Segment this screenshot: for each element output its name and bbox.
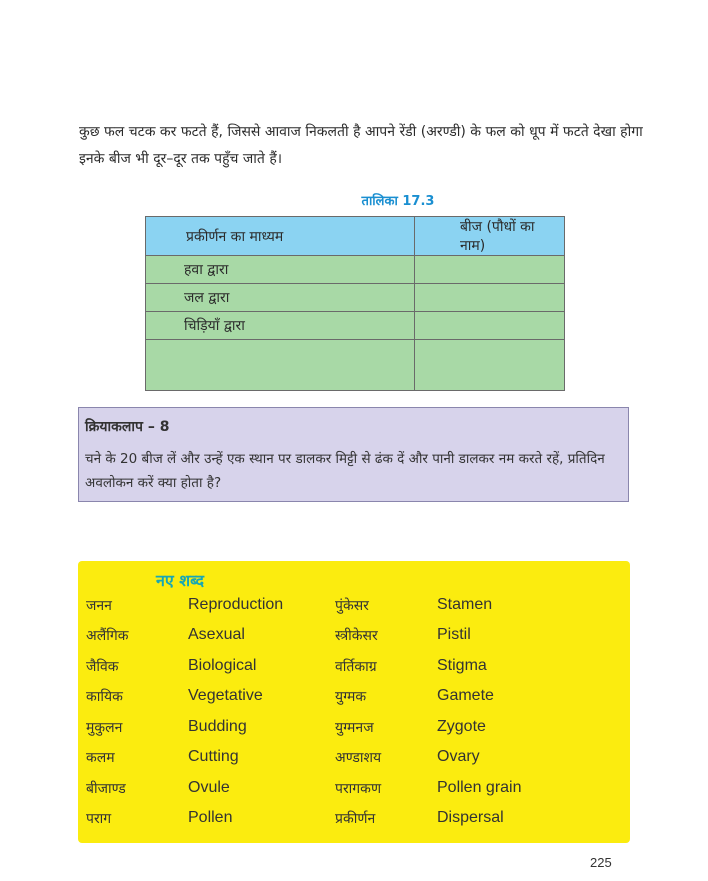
word-hindi: युग्मनज xyxy=(335,720,374,736)
new-words-heading: नए शब्द xyxy=(156,571,205,590)
table-row xyxy=(146,340,565,391)
table-cell-empty xyxy=(415,312,565,340)
table-caption: तालिका 17.3 xyxy=(361,194,435,209)
table-cell-medium: जल द्वारा xyxy=(146,284,415,312)
word-english: Stamen xyxy=(437,596,493,613)
table-cell-medium: चिड़ियाँ द्वारा xyxy=(146,312,415,340)
table-cell-empty xyxy=(415,340,565,391)
table-cell-empty xyxy=(415,284,565,312)
word-row xyxy=(78,809,630,837)
activity-box xyxy=(78,407,629,502)
table-header-seeds: बीज (पौधों का नाम) xyxy=(415,217,565,256)
word-hindi: परागकण xyxy=(335,781,382,797)
word-english: Stigma xyxy=(437,657,487,674)
word-english: Pollen grain xyxy=(437,779,522,796)
word-english: Cutting xyxy=(188,748,239,765)
table-cell-empty xyxy=(415,256,565,284)
word-english: Zygote xyxy=(437,718,486,735)
word-row xyxy=(78,687,630,715)
word-hindi: कायिक xyxy=(86,689,123,705)
word-row xyxy=(78,596,630,624)
word-row xyxy=(78,657,630,685)
word-hindi: अलैंगिक xyxy=(86,628,129,644)
table-row xyxy=(146,312,565,340)
word-row xyxy=(78,718,630,746)
activity-title: क्रियाकलाप – 8 xyxy=(85,419,170,435)
word-hindi: पराग xyxy=(86,811,112,827)
word-hindi: स्त्रीकेसर xyxy=(335,628,378,644)
word-english: Pistil xyxy=(437,626,471,643)
word-english: Dispersal xyxy=(437,809,504,826)
word-english: Asexual xyxy=(188,626,245,643)
word-english: Gamete xyxy=(437,687,494,704)
new-words-box xyxy=(78,561,630,843)
word-english: Budding xyxy=(188,718,247,735)
word-english: Reproduction xyxy=(188,596,284,613)
word-hindi: जैविक xyxy=(86,659,119,675)
word-hindi: मुकुलन xyxy=(86,720,123,736)
word-english: Ovule xyxy=(188,779,230,796)
dispersal-table xyxy=(145,216,565,391)
word-hindi: जनन xyxy=(86,598,112,614)
word-english: Pollen xyxy=(188,809,233,826)
table-header-medium: प्रकीर्णन का माध्यम xyxy=(146,217,415,256)
word-hindi: युग्मक xyxy=(335,689,367,705)
word-english: Ovary xyxy=(437,748,480,765)
word-hindi: अण्डाशय xyxy=(335,750,382,766)
table-header-row xyxy=(146,217,565,256)
word-english: Biological xyxy=(188,657,257,674)
table-row xyxy=(146,256,565,284)
word-hindi: कलम xyxy=(86,750,115,766)
activity-body: चने के 20 बीज लें और उन्हें एक स्थान पर डालकर मिट्टी से ढंक दें और पानी डालकर नम करते रहें, प्रतिदिन अवलोकन करें क्या होता है? xyxy=(85,451,605,491)
table-cell-medium: हवा द्वारा xyxy=(146,256,415,284)
word-hindi: बीजाण्ड xyxy=(86,781,126,797)
word-hindi: वर्तिकाग्र xyxy=(335,659,377,675)
page-number: 225 xyxy=(590,855,612,870)
table-cell-medium xyxy=(146,340,415,391)
word-row xyxy=(78,748,630,776)
word-row xyxy=(78,779,630,807)
intro-paragraph: कुछ फल चटक कर फटते हैं, जिससे आवाज निकलती है आपने रेंडी (अरण्डी) के फल को धूप में फटते देखा होगा इनके बीज भी दूर–दूर तक पहुँच जाते हैं। xyxy=(79,124,643,167)
word-hindi: प्रकीर्णन xyxy=(335,811,376,827)
word-hindi: पुंकेसर xyxy=(335,598,369,614)
table-row xyxy=(146,284,565,312)
word-row xyxy=(78,626,630,654)
word-english: Vegetative xyxy=(188,687,263,704)
